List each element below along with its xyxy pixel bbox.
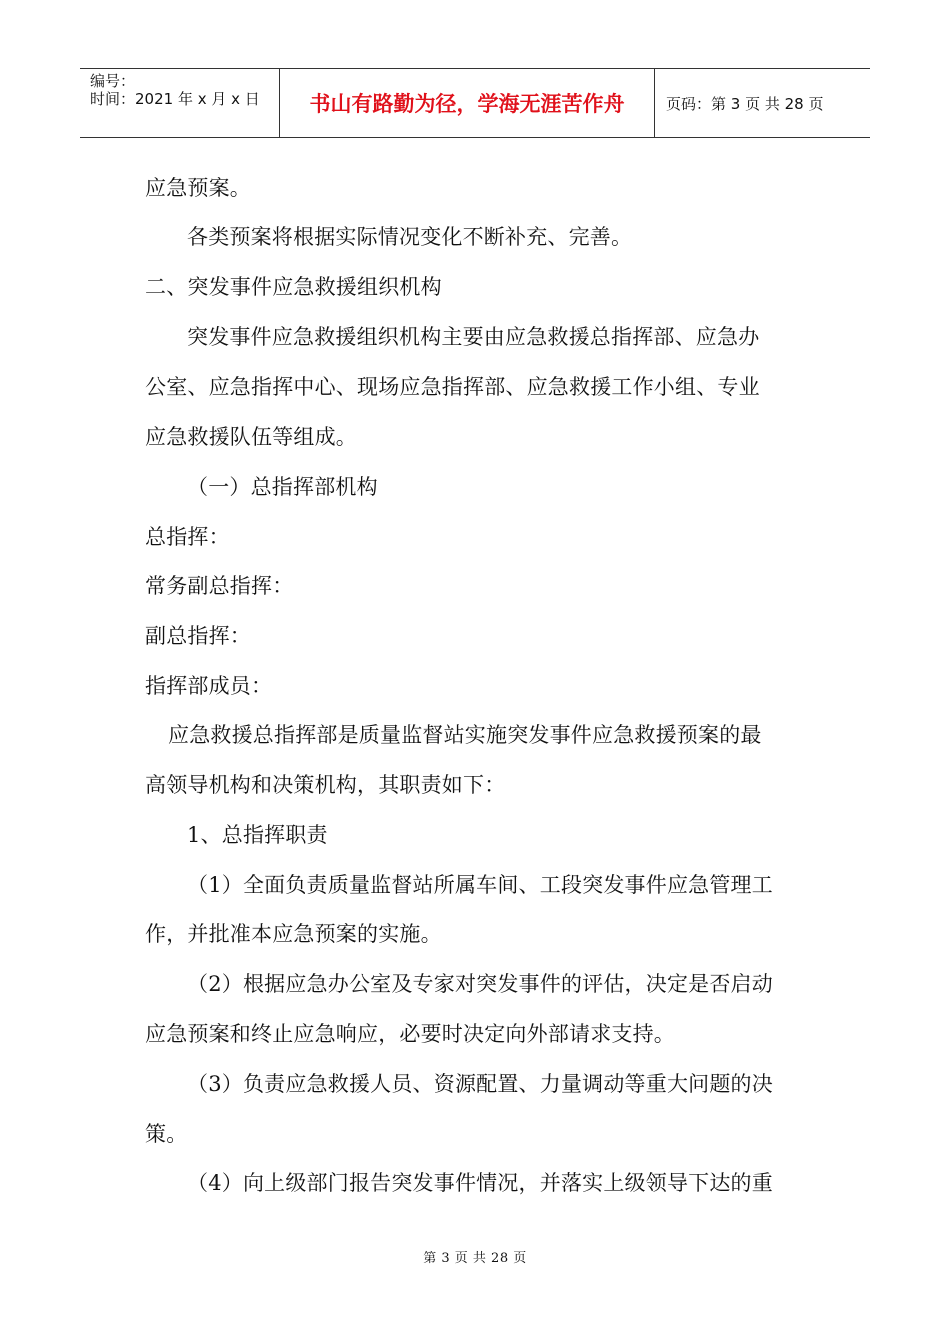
body-line: （2）根据应急办公室及专家对突发事件的评估，决定是否启动 <box>187 972 773 996</box>
number-label: 编号： <box>90 72 136 90</box>
subsection-heading: （一）总指挥部机构 <box>187 475 378 499</box>
body-line: 总指挥： <box>145 525 230 549</box>
body-line: 作，并批准本应急预案的实施。 <box>145 922 442 946</box>
item-heading: 1、总指挥职责 <box>187 823 328 847</box>
body-line: 应急预案。 <box>145 176 251 200</box>
body-line: 指挥部成员： <box>145 674 273 698</box>
date-label: 时间：2021 年 x 月 x 日 <box>90 90 260 108</box>
body-line: 副总指挥： <box>145 624 251 648</box>
section-heading: 二、突发事件应急救援组织机构 <box>145 275 442 299</box>
header-motto: 书山有路勤为径，学海无涯苦作舟 <box>280 69 655 137</box>
body-line: 公室、应急指挥中心、现场应急指挥部、应急救援工作小组、专业 <box>145 375 760 399</box>
body-line: 应急预案和终止应急响应，必要时决定向外部请求支持。 <box>145 1022 675 1046</box>
header-meta-cell <box>80 69 280 137</box>
body-line: 策。 <box>145 1122 188 1146</box>
body-line: 应急救援队伍等组成。 <box>145 425 357 449</box>
page-footer: 第 3 页 共 28 页 <box>423 1251 527 1266</box>
body-line: 各类预案将根据实际情况变化不断补充、完善。 <box>187 225 633 249</box>
body-line: （4）向上级部门报告突发事件情况，并落实上级领导下达的重 <box>187 1171 773 1195</box>
document-header <box>80 68 870 138</box>
body-line: （1）全面负责质量监督站所属车间、工段突发事件应急管理工 <box>187 873 773 897</box>
body-line: 高领导机构和决策机构，其职责如下： <box>145 773 506 797</box>
body-line: （3）负责应急救援人员、资源配置、力量调动等重大问题的决 <box>187 1072 773 1096</box>
header-page-info: 页码：第 3 页 共 28 页 <box>666 94 824 113</box>
body-line: 应急救援总指挥部是质量监督站实施突发事件应急救援预案的最 <box>168 723 762 747</box>
body-line: 突发事件应急救援组织机构主要由应急救援总指挥部、应急办 <box>187 325 760 349</box>
body-line: 常务副总指挥： <box>145 574 294 598</box>
